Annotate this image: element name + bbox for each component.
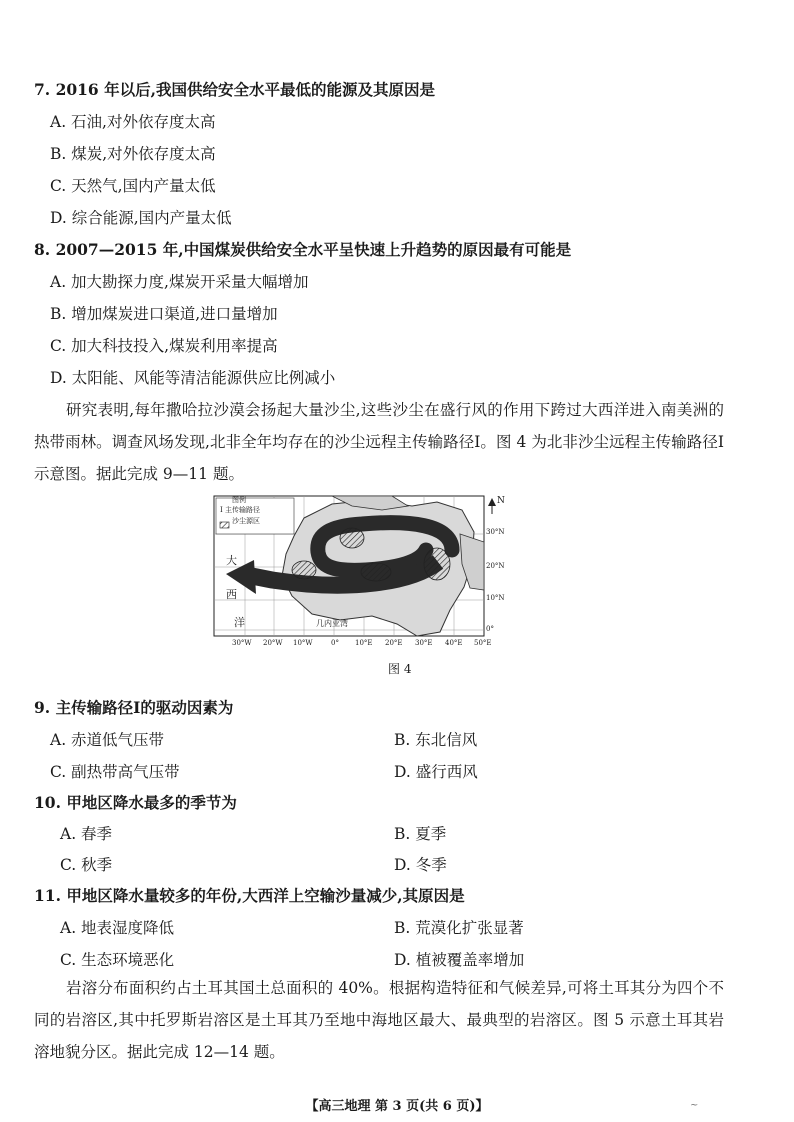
lat-label-30n: 30°N (486, 528, 505, 536)
ocean-label-da: 大 (226, 554, 237, 567)
ocean-label-xi: 西 (226, 588, 237, 601)
q11-option-c: C. 生态环境恶化 (60, 951, 175, 969)
lat-label-20n: 20°N (486, 562, 505, 570)
q7-option-b: B. 煤炭,对外依存度太高 (50, 145, 216, 163)
q10-option-a: A. 春季 (60, 825, 113, 843)
q10-option-d: D. 冬季 (394, 856, 447, 874)
lon-label-50e: 50°E (474, 639, 492, 647)
q8-option-d: D. 太阳能、风能等清洁能源供应比例减小 (50, 369, 336, 387)
lon-label-20w: 20°W (263, 639, 283, 647)
q11-option-b: B. 荒漠化扩张显著 (394, 919, 524, 937)
lon-label-10e: 10°E (355, 639, 373, 647)
q9-option-a: A. 赤道低气压带 (50, 731, 165, 749)
legend-title: 图例 (232, 496, 246, 504)
lon-label-30w: 30°W (232, 639, 252, 647)
gulf-of-guinea-label: 几内亚湾 (316, 619, 348, 628)
passage-turkey-karst: 岩溶分布面积约占土耳其国土总面积的 40%。根据构造特征和气候差异,可将土耳其分为四个不同的岩溶区,其中托罗斯岩溶区是土耳其乃至地中海地区最大、最典型的岩溶区。图 5 示意土耳其岩溶地貌分区。据此完成 12—14 题。 (34, 979, 724, 1061)
q9-option-c: C. 副热带高气压带 (50, 763, 180, 781)
question-11-stem: 11. 甲地区降水量较多的年份,大西洋上空输沙量减少,其原因是 (34, 886, 465, 905)
q10-option-c: C. 秋季 (60, 856, 113, 874)
question-7-stem: 7. 2016 年以后,我国供给安全水平最低的能源及其原因是 (34, 80, 436, 99)
lat-label-0: 0° (486, 625, 494, 633)
lon-label-10w: 10°W (293, 639, 313, 647)
passage-dust-transport: 研究表明,每年撒哈拉沙漠会扬起大量沙尘,这些沙尘在盛行风的作用下跨过大西洋进入南美洲的热带雨林。调查风场发现,北非全年均存在的沙尘远程主传输路径Ⅰ。图 4 为北非沙尘远程主传输路径Ⅰ示意图。据此完成 9—11 题。 (34, 401, 724, 483)
corner-mark: ~ (690, 1100, 699, 1111)
q7-option-c: C. 天然气,国内产量太低 (50, 177, 216, 195)
page-footer: 【高三地理 第 3 页(共 6 页)】 (305, 1099, 489, 1114)
q9-option-d: D. 盛行西风 (394, 763, 478, 781)
q9-option-b: B. 东北信风 (394, 731, 478, 749)
legend-path: Ⅰ 主传输路径 (220, 506, 260, 514)
lon-label-40e: 40°E (445, 639, 463, 647)
lon-label-30e: 30°E (415, 639, 433, 647)
legend-dust-source: 沙尘源区 (232, 517, 260, 525)
figure-4-map (212, 492, 508, 650)
question-8-stem: 8. 2007—2015 年,中国煤炭供给安全水平呈快速上升趋势的原因最有可能是 (34, 240, 572, 259)
q11-option-d: D. 植被覆盖率增加 (394, 951, 525, 969)
lon-label-0: 0° (331, 639, 339, 647)
q7-option-a: A. 石油,对外依存度太高 (50, 113, 216, 131)
q8-option-c: C. 加大科技投入,煤炭利用率提高 (50, 337, 278, 355)
lon-label-20e: 20°E (385, 639, 403, 647)
north-label: N (497, 496, 505, 506)
q8-option-b: B. 增加煤炭进口渠道,进口量增加 (50, 305, 278, 323)
question-9-stem: 9. 主传输路径Ⅰ的驱动因素为 (34, 698, 234, 717)
q11-option-a: A. 地表湿度降低 (60, 919, 175, 937)
q7-option-d: D. 综合能源,国内产量太低 (50, 209, 232, 227)
q10-option-b: B. 夏季 (394, 825, 447, 843)
lat-label-10n: 10°N (486, 594, 505, 602)
q8-option-a: A. 加大勘探力度,煤炭开采量大幅增加 (50, 273, 309, 291)
ocean-label-yang: 洋 (234, 616, 245, 629)
figure-4-caption: 图 4 (388, 662, 412, 676)
question-10-stem: 10. 甲地区降水最多的季节为 (34, 793, 237, 812)
